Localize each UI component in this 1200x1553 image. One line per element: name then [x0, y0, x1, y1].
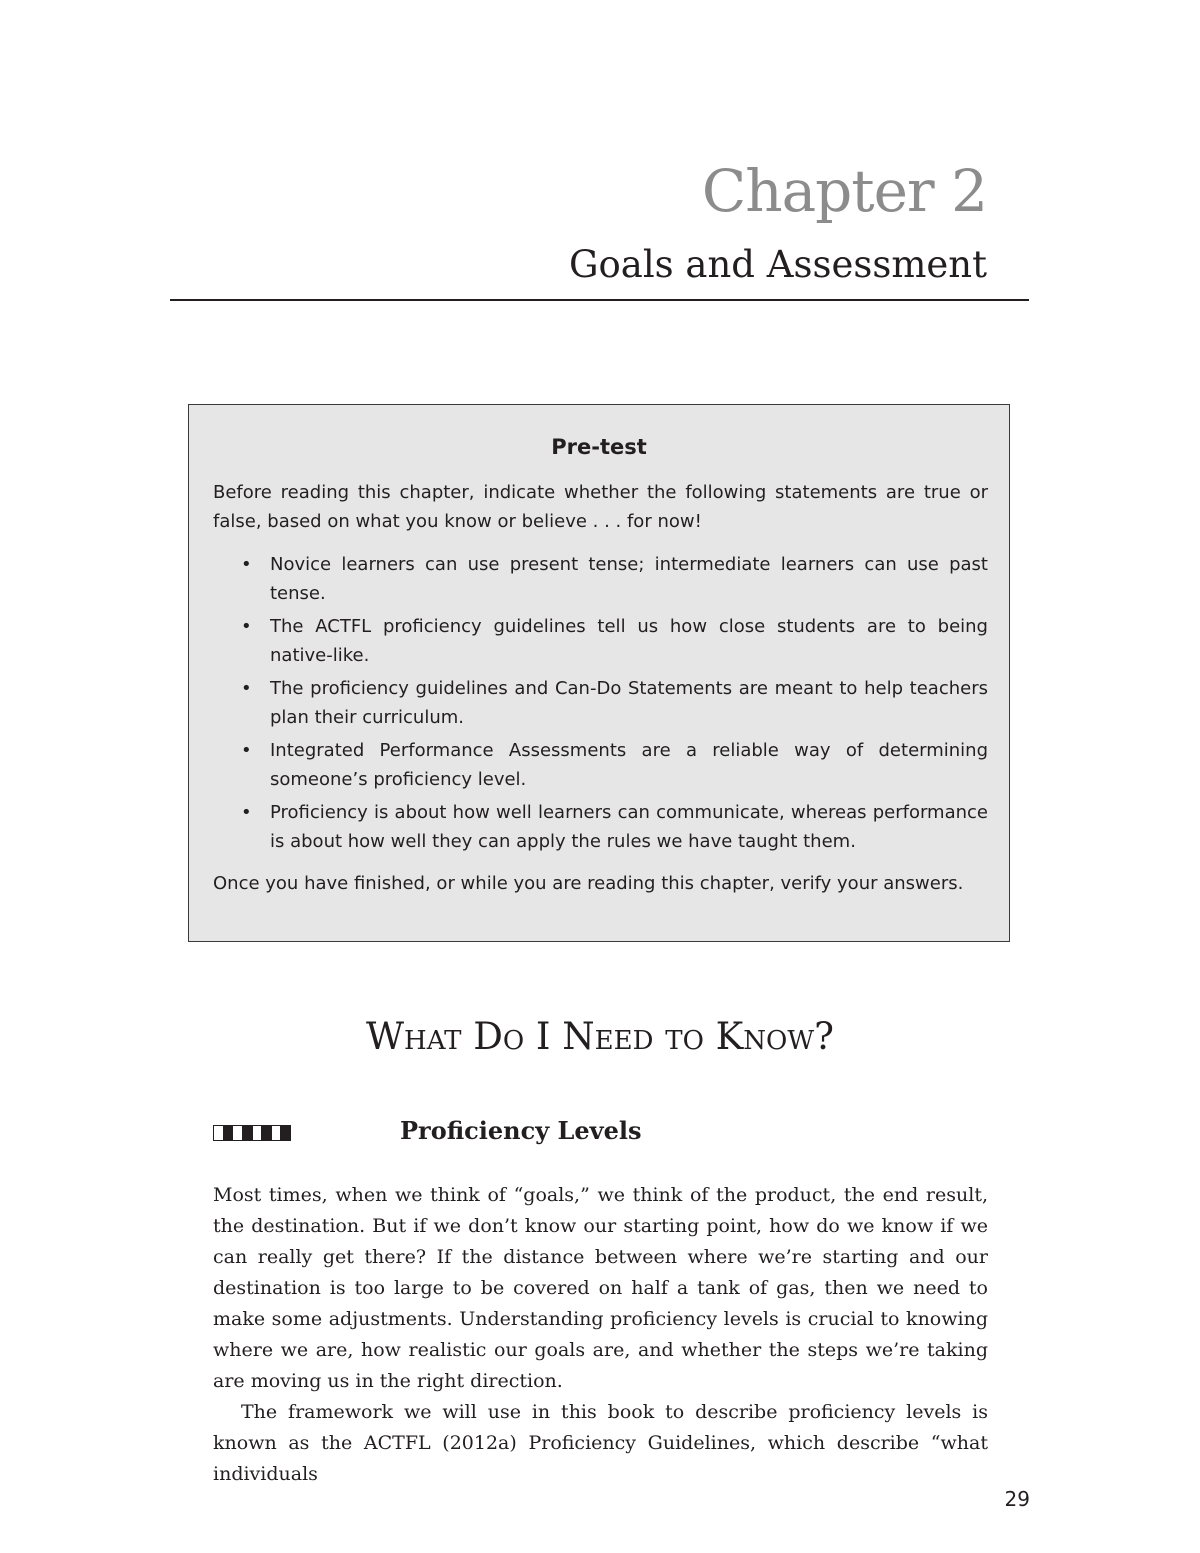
- pretest-outro: Once you have finished, or while you are reading this chapter, verify your answers.: [213, 873, 964, 894]
- pretest-statement: [213, 550, 988, 608]
- pretest-intro: Before reading this chapter, indicate whether the following statements are true or false, based on what you know or believe . . . for now!: [213, 482, 988, 532]
- pretest-statement-text: The ACTFL proficiency guidelines tell us how close students are to being native-like.: [270, 616, 988, 666]
- section-heading: What Do I Need to Know?: [366, 1015, 834, 1058]
- pretest-statement-text: Proficiency is about how well learners can communicate, whereas performance is about how well they can apply the rules we have taught them.: [270, 802, 988, 852]
- pretest-statement-text: Integrated Performance Assessments are a reliable way of determining someone’s proficiency level.: [270, 740, 988, 790]
- pretest-title: Pre-test: [551, 435, 647, 459]
- subsection-heading: Proficiency Levels: [400, 1116, 642, 1145]
- bullet-icon: •: [241, 802, 252, 823]
- pretest-box: [188, 404, 1010, 942]
- bullet-icon: •: [241, 616, 252, 637]
- chapter-divider: [170, 299, 1029, 301]
- chapter-title: Goals and Assessment: [568, 243, 987, 286]
- body-paragraph: Most times, when we think of “goals,” we think of the product, the end result, the destination. But if we don’t know our starting point, how do we know if we can really get there? If the distance between where we’re starting and our destination is too large to be covered on half a tank of gas, then we need to make some adjustments. Understanding proficiency levels is crucial to knowing where we are, how realistic our goals are, and whether the steps we’re taking are moving us in the right direction.: [213, 1184, 988, 1392]
- chapter-label: Chapter 2: [701, 157, 987, 225]
- proficiency-level-icon: [213, 1125, 291, 1141]
- bullet-icon: •: [241, 554, 252, 575]
- pretest-statement: [213, 674, 988, 732]
- page-number: 29: [1004, 1487, 1030, 1511]
- pretest-statement: [213, 736, 988, 794]
- bullet-icon: •: [241, 740, 252, 761]
- pretest-statement: [213, 798, 988, 856]
- body-paragraph: The framework we will use in this book to describe proficiency levels is known as the ACTFL (2012a) Proficiency Guidelines, which describe “what individuals: [213, 1401, 988, 1485]
- bullet-icon: •: [241, 678, 252, 699]
- pretest-statement-text: Novice learners can use present tense; intermediate learners can use past tense.: [270, 554, 988, 604]
- pretest-statement: [213, 612, 988, 670]
- pretest-statement-list: [213, 550, 988, 860]
- pretest-statement-text: The proficiency guidelines and Can-Do Statements are meant to help teachers plan their curriculum.: [270, 678, 988, 728]
